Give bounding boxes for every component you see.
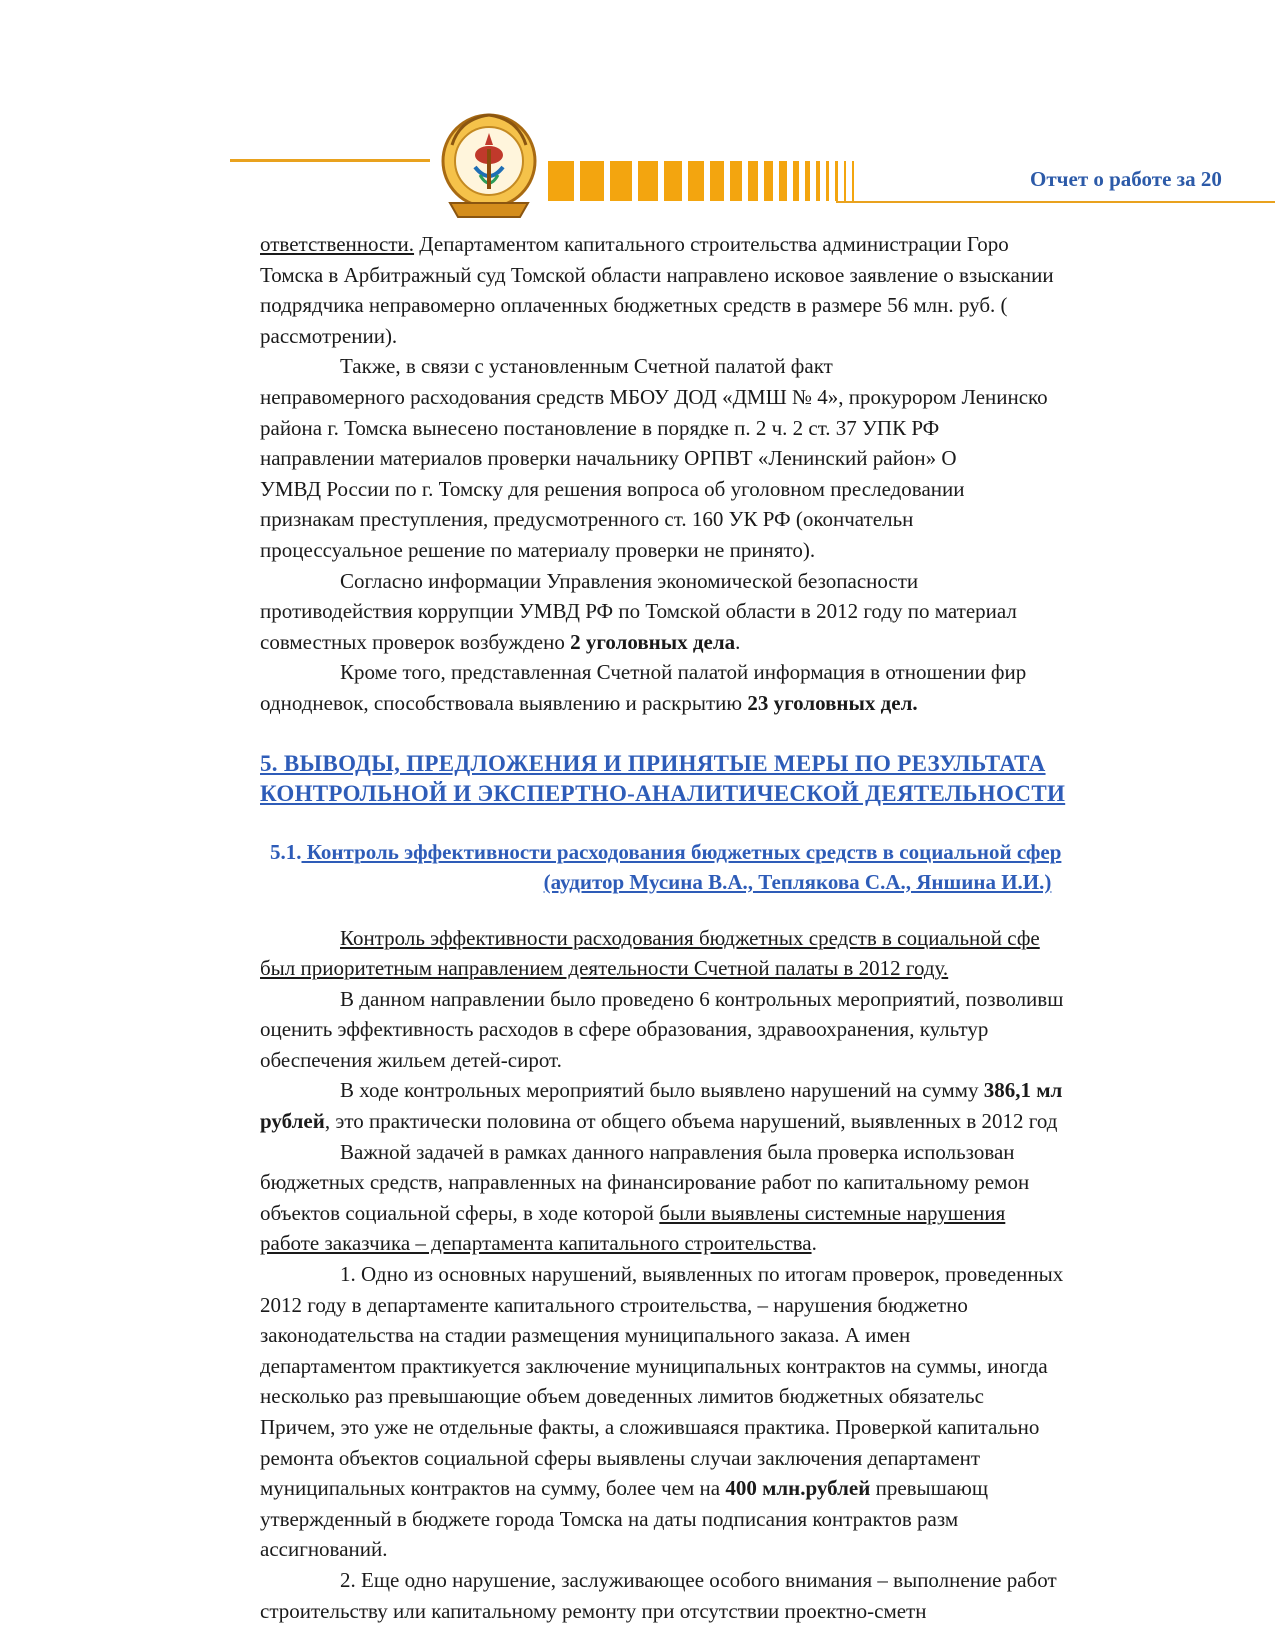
paragraph-line: Также, в связи с установленным Счетной палатой факт xyxy=(340,354,833,379)
paragraph-line: В ходе контрольных мероприятий было выявлено нарушений на сумму 386,1 мл xyxy=(340,1078,1063,1103)
paragraph-line: Важной задачей в рамках данного направления была проверка использован xyxy=(340,1139,1015,1164)
paragraph-line: Контроль эффективности расходования бюджетных средств в социальной сфе xyxy=(340,925,1040,950)
paragraph-line: оценить эффективность расходов в сфере образования, здравоохранения, культур xyxy=(260,1017,989,1042)
paragraph-line: рассмотрении). xyxy=(260,323,398,348)
document-body xyxy=(260,229,1275,1626)
paragraph-line: обеспечения жильем детей-сирот. xyxy=(260,1047,562,1072)
paragraph-line: рублей, это практически половина от общего объема нарушений, выявленных в 2012 год xyxy=(260,1109,1058,1134)
page-header xyxy=(0,95,1275,225)
header-stripes xyxy=(548,161,860,201)
paragraph-line: департаментом практикуется заключение муниципальных контрактов на суммы, иногда xyxy=(260,1353,1048,1378)
paragraph-line: муниципальных контрактов на сумму, более чем на 400 млн.рублей превышающ xyxy=(260,1476,989,1501)
paragraph-line: Согласно информации Управления экономической безопасности xyxy=(340,568,919,593)
paragraph-line: признакам преступления, предусмотренного ст. 160 УК РФ (окончательн xyxy=(260,507,914,532)
section-5-heading: 5. ВЫВОДЫ, ПРЕДЛОЖЕНИЯ И ПРИНЯТЫЕ МЕРЫ ПО РЕЗУЛЬТАТА xyxy=(260,750,1046,776)
paragraph-line: направлении материалов проверки начальнику ОРПВТ «Ленинский район» О xyxy=(260,446,957,471)
paragraph-line: бюджетных средств, направленных на финансирование работ по капитальному ремон xyxy=(260,1170,1030,1195)
paragraph-line: ассигнований. xyxy=(260,1537,388,1562)
section-5-heading-line2: КОНТРОЛЬНОЙ И ЭКСПЕРТНО-АНАЛИТИЧЕСКОЙ ДЕЯТЕЛЬНОСТИ xyxy=(260,780,1066,806)
paragraph-line: подрядчика неправомерно оплаченных бюджетных средств в размере 56 млн. руб. ( xyxy=(260,293,1008,318)
paragraph-line: работе заказчика – департамента капитального строительства. xyxy=(260,1231,817,1256)
paragraph-line: процессуальное решение по материалу проверки не принято). xyxy=(260,537,816,562)
paragraph-line: Томска в Арбитражный суд Томской области направлено исковое заявление о взыскании xyxy=(260,262,1054,287)
paragraph-line: 2012 году в департаменте капитального строительства, – нарушения бюджетно xyxy=(260,1292,968,1317)
header-rule-right xyxy=(836,201,1275,203)
paragraph-line: ремонта объектов социальной сферы выявлены случаи заключения департамент xyxy=(260,1445,981,1470)
emblem-logo xyxy=(430,105,548,223)
paragraph-line: противодействия коррупции УМВД РФ по Томской области в 2012 году по материал xyxy=(260,599,1017,624)
section-5-1-heading: 5.1. Контроль эффективности расходования бюджетных средств в социальной сфер xyxy=(270,839,1062,864)
paragraph-line: однодневок, способствовала выявлению и раскрытию 23 уголовных дел. xyxy=(260,690,918,715)
paragraph-line: строительству или капитальному ремонту при отсутствии проектно-сметн xyxy=(260,1598,927,1623)
paragraph-line: Причем, это уже не отдельные факты, а сложившаяся практика. Проверкой капитально xyxy=(260,1415,1040,1439)
paragraph-line: В данном направлении было проведено 6 контрольных мероприятий, позволивш xyxy=(340,986,1064,1011)
paragraph-line: совместных проверок возбуждено 2 уголовных дела. xyxy=(260,629,741,654)
paragraph-line: 2. Еще одно нарушение, заслуживающее особого внимания – выполнение работ xyxy=(340,1567,1057,1592)
header-rule-left xyxy=(230,159,430,162)
section-5-1-auditors: (аудитор Мусина В.А., Теплякова С.А., Яншина И.И.) xyxy=(543,869,1052,894)
paragraph-line: неправомерного расходования средств МБОУ ДОД «ДМШ № 4», прокурором Ленинско xyxy=(260,384,1048,409)
paragraph-line: несколько раз превышающие объем доведенных лимитов бюджетных обязательс xyxy=(260,1384,984,1409)
report-title: Отчет о работе за 20 xyxy=(1030,167,1222,191)
paragraph-line: 1. Одно из основных нарушений, выявленных по итогам проверок, проведенных xyxy=(340,1262,1064,1287)
paragraph-line: УМВД России по г. Томску для решения вопроса об уголовном преследовании xyxy=(260,476,965,501)
paragraph-line: Кроме того, представленная Счетной палатой информация в отношении фир xyxy=(340,660,1027,685)
paragraph-line: законодательства на стадии размещения муниципального заказа. А имен xyxy=(260,1323,911,1348)
paragraph-line: утвержденный в бюджете города Томска на даты подписания контрактов разм xyxy=(260,1506,959,1531)
paragraph-line: объектов социальной сферы, в ходе которой были выявлены системные нарушения xyxy=(260,1200,1006,1225)
paragraph-line: ответственности. Департаментом капитального строительства администрации Горо xyxy=(260,232,1009,256)
paragraph-line: района г. Томска вынесено постановление в порядке п. 2 ч. 2 ст. 37 УПК РФ xyxy=(260,415,940,440)
paragraph-line: был приоритетным направлением деятельности Счетной палаты в 2012 году. xyxy=(260,956,949,981)
